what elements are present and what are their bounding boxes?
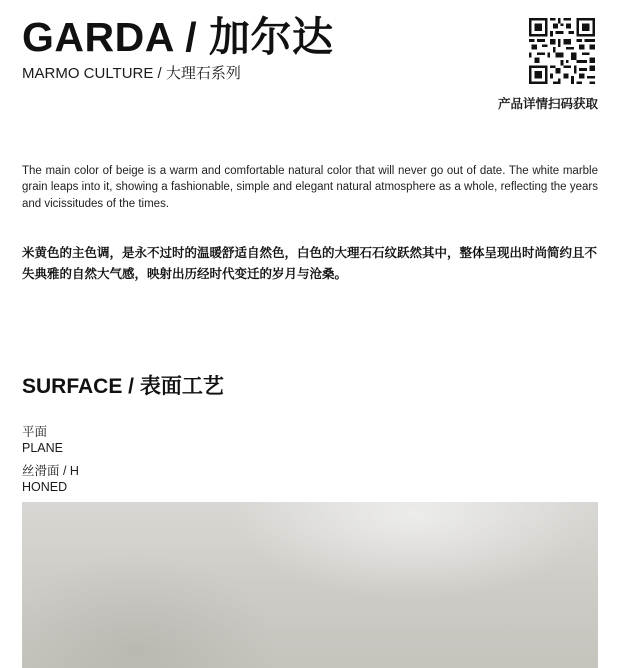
description-chinese: 米黄色的主色调，是永不过时的温暖舒适自然色，白色的大理石石纹跃然其中，整体呈现出时尚简约且不失典雅的自然大气感，映射出历经时代变迁的岁月与沧桑。 bbox=[22, 245, 598, 281]
description-english: The main color of beige is a warm and comfortable natural color that will never go out of date. The white marble grain leaps into it, showing a fashionable, simple and elegant natural atmosphere as a whole, reflecting the years and vicissitudes of the times. bbox=[22, 164, 598, 210]
product-subtitle: MARMO CULTURE / 大理石系列 bbox=[22, 65, 241, 82]
product-title: GARDA / 加尔达 bbox=[22, 14, 334, 60]
finish-honed bbox=[22, 464, 79, 495]
qr-code-icon[interactable] bbox=[529, 18, 595, 84]
finish-plane-en: PLANE bbox=[22, 440, 63, 455]
section-title-surface: SURFACE / 表面工艺 bbox=[22, 375, 224, 398]
finish-plane-zh: 平面 bbox=[22, 425, 48, 439]
marble-sample-image bbox=[22, 502, 598, 668]
finish-plane bbox=[22, 425, 63, 456]
finish-honed-zh: 丝滑面 / H bbox=[22, 464, 79, 478]
finish-honed-en: HONED bbox=[22, 479, 68, 494]
qr-caption: 产品详情扫码获取 bbox=[497, 97, 598, 111]
